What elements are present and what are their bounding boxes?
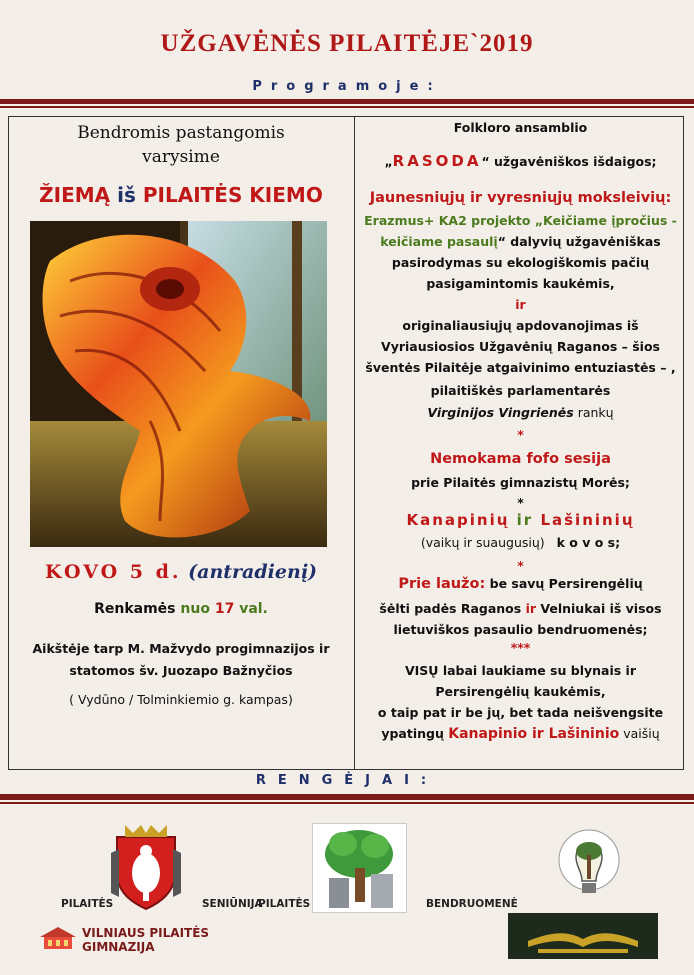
right-line-10: Vyriausiosios Užgavėnių Raganos – šios — [381, 339, 660, 354]
erasmus-line: Erazmus+ KA2 projekto „Keičiame įpročius - — [364, 213, 677, 228]
poster-title: UŽGAVĖNĖS PILAITĖJE`2019 — [160, 30, 534, 57]
building-icon — [38, 925, 78, 951]
label-bendruomene: BENDRUOMENĖ — [426, 898, 518, 910]
erasmus-line-2 — [358, 231, 683, 252]
header-divider-thin — [0, 106, 694, 108]
lightbulb-tree-logo — [556, 827, 622, 909]
bonfire-line-2 — [358, 598, 683, 619]
community-tree-logo — [312, 823, 407, 913]
devils-text: Velniukai iš visos — [536, 601, 662, 616]
photo-session-heading: Nemokama fofo sesija — [430, 451, 611, 467]
footer-divider-thick — [0, 794, 694, 800]
gather-unit: val. — [239, 601, 268, 617]
gather-time — [9, 601, 353, 617]
welcome-line-3: o taip pat ir be jų, bet tada neišvengsite — [377, 705, 664, 720]
fight-participants: (vaikų ir suaugusių) — [420, 535, 545, 550]
right-line-ir: ir — [515, 297, 526, 312]
label-pilaites-2: PILAITĖS — [258, 898, 311, 910]
bonfire-line — [358, 576, 683, 592]
rasoda-desc: užgavėniškos išdaigos; — [489, 154, 657, 169]
hands-word: rankų — [573, 405, 614, 420]
quote-open: „ — [384, 154, 393, 169]
footer-divider-thin — [0, 802, 694, 804]
right-line-13 — [358, 402, 683, 423]
headline-word-3: PILAITĖS KIEMO — [142, 183, 323, 207]
gather-word: Renkamės — [94, 601, 176, 617]
headline-word-2: iš — [117, 183, 136, 207]
separator-star-3: * — [517, 558, 524, 573]
right-line-9: originaliausiųjų apdovanojimas iš — [402, 318, 639, 333]
bonfire-heading: Prie laužo: — [398, 576, 486, 592]
fight-heading — [358, 511, 683, 529]
intro-line-1: Bendromis pastangomis — [77, 123, 285, 143]
place-line-1: Aikštėje tarp M. Mažvydo progimnazijos ir — [32, 641, 330, 656]
gymnasium-name-line-1: VILNIAUS PILAITĖS — [82, 926, 210, 940]
label-pilaites-1: PILAITĖS — [61, 898, 114, 910]
separator-star-2: * — [517, 495, 524, 510]
erasmus-participants: “ dalyvių užgavėniškas — [497, 234, 661, 249]
headline — [9, 183, 353, 207]
bonfire-line-3: lietuviškos pasaulio bendruomenės; — [393, 622, 648, 637]
right-line-12: pilaitiškės parlamentarės — [430, 383, 611, 398]
organizers-heading: RENGĖJAI: — [255, 773, 439, 788]
coat-of-arms-icon — [107, 823, 185, 911]
address-text: ( Vydūno / Tolminkiemio g. kampas) — [69, 692, 293, 707]
pilaite-coat-of-arms-logo — [107, 823, 185, 911]
headline-word-1: ŽIEMĄ — [39, 183, 111, 207]
welcome-line-2: Persirengėlių kaukėmis, — [435, 684, 606, 699]
header-divider-thick — [0, 99, 694, 104]
photo-session-desc: prie Pilaitės gimnazistų Morės; — [411, 475, 630, 490]
progymnasium-logo — [508, 913, 658, 959]
students-heading: Jaunesniųjų ir vyresniųjų moksleivių: — [369, 190, 672, 206]
welcome-line-4 — [358, 723, 683, 745]
horse-mask-photo — [30, 221, 327, 547]
separator-star-1: * — [517, 427, 524, 442]
tree-icon — [313, 824, 406, 912]
erasmus-title-end: keičiame pasaulį — [380, 234, 498, 249]
place-text — [9, 638, 353, 682]
date-main: KOVO 5 d. — [45, 561, 182, 583]
place-line-2: statomos šv. Juozapo Bažnyčios — [69, 663, 293, 678]
right-line-11: šventės Pilaitėje atgaivinimo entuziastės – , — [365, 360, 676, 375]
rasoda-line — [358, 151, 683, 172]
book-icon — [508, 913, 658, 959]
witches-and: ir — [525, 601, 537, 616]
lightbulb-icon — [556, 827, 622, 909]
right-line-7: pasigamintomis kaukėmis, — [426, 276, 615, 291]
folk-ensemble-label: Folkloro ansamblio — [453, 120, 588, 135]
program-subtitle: Programoje: — [252, 79, 442, 94]
gymnasium-name-line-2: GIMNAZIJA — [82, 940, 155, 954]
separator-stars: *** — [510, 640, 531, 655]
rasoda-name: RASODA — [392, 152, 482, 170]
right-line-6: pasirodymas su ekologiškomis pačių — [391, 255, 650, 270]
treats-word: vaišių — [619, 726, 660, 741]
horse-mask-illustration — [30, 221, 327, 547]
quote-close: “ — [481, 154, 490, 169]
date-line — [9, 561, 353, 583]
fight-desc — [358, 535, 683, 550]
label-seniunija: SENIŪNIJA — [202, 898, 263, 910]
fight-side-2: Lašininių — [540, 511, 635, 529]
intro-text — [9, 121, 353, 169]
fight-word: k o v o s; — [556, 535, 621, 550]
column-divider — [354, 116, 355, 770]
special-word: ypatingų — [381, 726, 449, 741]
intro-line-2: varysime — [142, 147, 220, 167]
fight-and: ir — [516, 511, 534, 529]
gather-from: nuo — [180, 601, 210, 617]
gather-hour: 17 — [214, 601, 235, 617]
parliamentarian-name: Virginijos Vingrienės — [427, 405, 574, 420]
bonfire-desc: be savų Persirengėlių — [485, 576, 643, 591]
welcome-line-1: VISŲ labai laukiame su blynais ir — [404, 663, 636, 678]
fight-side-1: Kanapinių — [406, 511, 510, 529]
date-weekday: (antradienį) — [188, 561, 317, 583]
gymnasium-name — [82, 926, 209, 954]
witches-text: šėlti padės Raganos — [379, 601, 526, 616]
gymnasium-building-logo — [38, 925, 78, 951]
treats-names: Kanapinio ir Lašininio — [448, 726, 620, 742]
